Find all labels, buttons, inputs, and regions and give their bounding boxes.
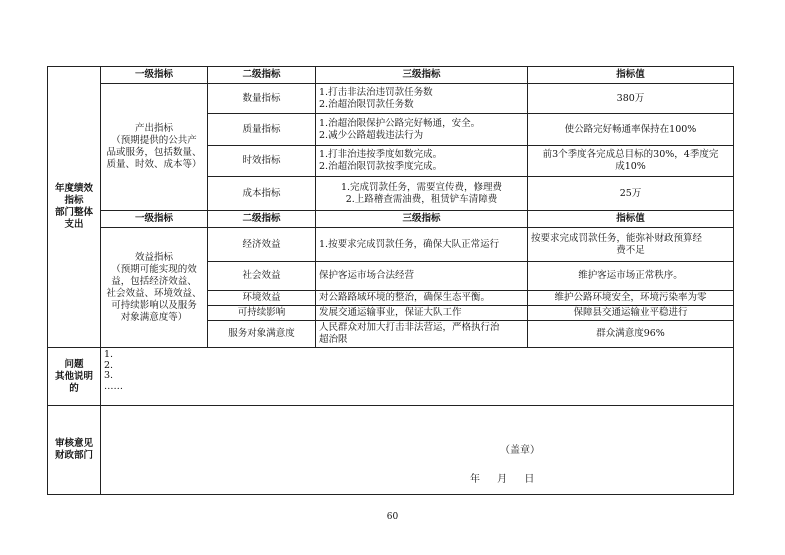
issues-content: 1. 2. 3. ……: [101, 348, 734, 406]
header-level3: 三级指标: [316, 67, 528, 84]
date-line: 年 月 日: [470, 474, 535, 485]
seal-text: （盖章）: [500, 445, 540, 456]
header-value: 指标值: [528, 211, 734, 228]
header-value: 指标值: [528, 67, 734, 84]
level3-cell: 发展交通运输事业，保证大队工作: [316, 306, 528, 321]
value-cell: 维护客运市场正常秩序。: [528, 262, 734, 291]
table-header-row: [48, 67, 734, 84]
header-level1: 一级指标: [101, 211, 208, 228]
output-indicator-cell: 产出指标 （预期提供的公共产 品或服务，包括数量、 质量、时效、成本等）: [101, 84, 208, 211]
value-cell: 25万: [528, 177, 734, 211]
issues-row: [48, 348, 734, 406]
value-cell: 维护公路环境安全，环境污染率为零: [528, 291, 734, 306]
header-level2: 二级指标: [208, 67, 316, 84]
level2-cell: 数量指标: [208, 84, 316, 114]
level2-cell: 成本指标: [208, 177, 316, 211]
value-cell: 前3个季度各完成总目标的30%，4季度完 成10%: [528, 146, 734, 177]
level2-cell: 环境效益: [208, 291, 316, 306]
level2-cell: 经济效益: [208, 228, 316, 262]
issues-label: 问题 其他说明 的: [48, 348, 101, 406]
value-cell: 按要求完成罚款任务，能弥补财政预算经 费不足: [528, 228, 734, 262]
value-cell: 群众满意度96%: [528, 321, 734, 348]
table-row: [48, 84, 734, 114]
benefit-indicator-cell: 效益指标 （预期可能实现的效 益，包括经济效益、 社会效益、环境效益、 可持续影响以及服务 对象满意度等）: [101, 228, 208, 348]
level3-cell: 保护客运市场合法经营: [316, 262, 528, 291]
value-cell: 380万: [528, 84, 734, 114]
level3-cell: 1.打非治违按季度如数完成。 2.治超治限罚款按季度完成。: [316, 146, 528, 177]
header-level3: 三级指标: [316, 211, 528, 228]
review-content: [101, 406, 734, 495]
page-number: 60: [386, 512, 399, 522]
annual-performance-label: 年度绩效 指标 部门整体 支出: [48, 67, 101, 348]
table-row: [48, 228, 734, 262]
level3-cell: 1.完成罚款任务，需要宣传费，修理费 2.上路稽查需油费，租赁铲车清障费: [316, 177, 528, 211]
table-header-row: [48, 211, 734, 228]
level2-cell: 社会效益: [208, 262, 316, 291]
header-level1: 一级指标: [101, 67, 208, 84]
level2-cell: 可持续影响: [208, 306, 316, 321]
level2-cell: 服务对象满意度: [208, 321, 316, 348]
review-row: [48, 406, 734, 495]
value-cell: 保障县交通运输业平稳进行: [528, 306, 734, 321]
level3-cell: 人民群众对加大打击非法营运，严格执行治 超治限: [316, 321, 528, 348]
level3-cell: 1.治超治限保护公路完好畅通，安全。 2.减少公路超载违法行为: [316, 114, 528, 146]
level2-cell: 时效指标: [208, 146, 316, 177]
value-cell: 使公路完好畅通率保持在100%: [528, 114, 734, 146]
level3-cell: 1.按要求完成罚款任务，确保大队正常运行: [316, 228, 528, 262]
level3-cell: 1.打击非法治违罚款任务数 2.治超治限罚款任务数: [316, 84, 528, 114]
header-level2: 二级指标: [208, 211, 316, 228]
level2-cell: 质量指标: [208, 114, 316, 146]
performance-table: [47, 66, 734, 495]
level3-cell: 对公路路域环境的整治，确保生态平衡。: [316, 291, 528, 306]
review-label: 审核意见 财政部门: [48, 406, 101, 495]
